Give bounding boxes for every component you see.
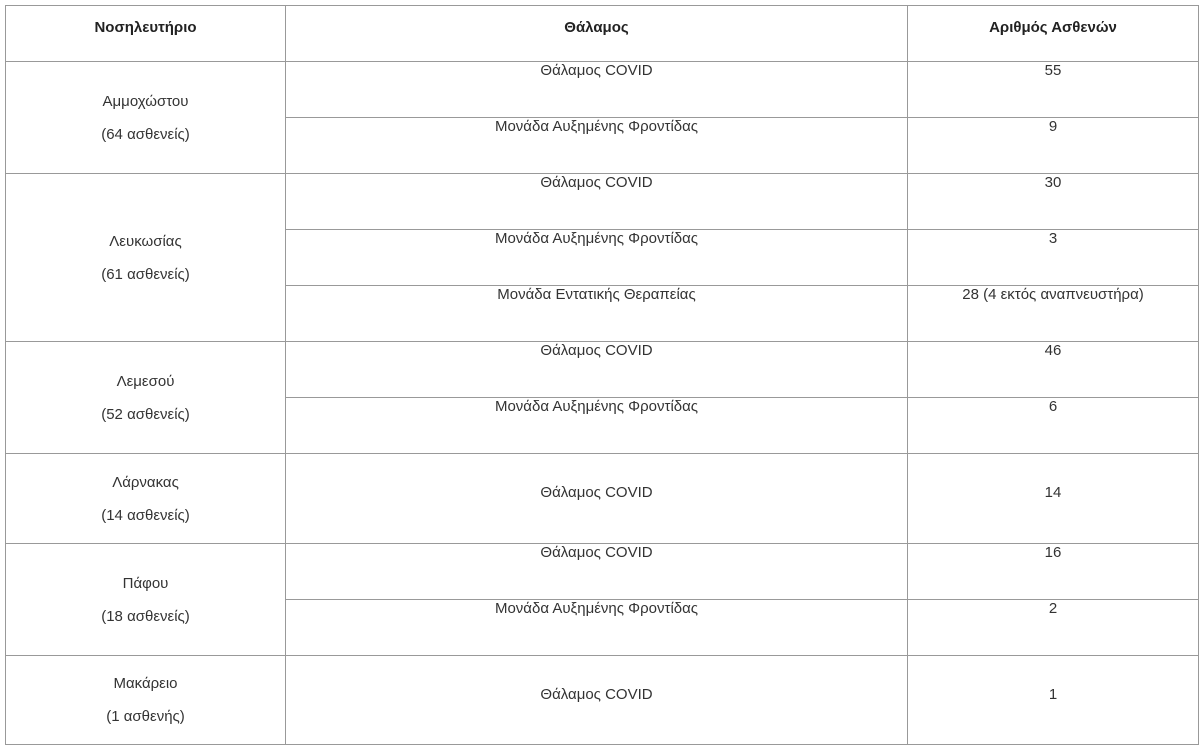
hospital-name: Λευκωσίας [109,232,182,250]
patient-count-cell: 28 (4 εκτός αναπνευστήρα) [908,286,1199,342]
hospital-total: (1 ασθενής) [106,708,185,725]
hospital-cell [6,62,286,174]
hospital-name: Μακάρειο [113,675,178,692]
ward-cell: Θάλαμος COVID [286,656,908,745]
hospital-total: (18 ασθενείς) [101,607,190,625]
hospital-total: (64 ασθενείς) [101,125,190,143]
table-row [6,656,1199,745]
hospital-patients-table [5,5,1199,745]
ward-cell: Μονάδα Αυξημένης Φροντίδας [286,398,908,454]
table-row [6,62,1199,118]
patient-count-cell: 9 [908,118,1199,174]
table-row [6,454,1199,544]
hospital-cell [6,656,286,745]
header-patients: Αριθμός Ασθενών [908,6,1199,62]
patient-count-cell: 14 [908,454,1199,544]
patient-count-cell: 46 [908,342,1199,398]
hospital-cell [6,454,286,544]
patient-count-cell: 55 [908,62,1199,118]
table-row [6,544,1199,600]
patient-count-cell: 2 [908,600,1199,656]
hospital-total: (52 ασθενείς) [101,405,190,423]
header-ward: Θάλαμος [286,6,908,62]
hospital-name: Αμμοχώστου [102,92,189,110]
ward-cell: Μονάδα Εντατικής Θεραπείας [286,286,908,342]
patient-count-cell: 3 [908,230,1199,286]
hospital-total: (61 ασθενείς) [101,265,190,283]
patient-count-cell: 1 [908,656,1199,745]
ward-cell: Θάλαμος COVID [286,342,908,398]
table-row [6,174,1199,230]
hospital-total: (14 ασθενείς) [101,506,190,524]
hospital-cell [6,342,286,454]
hospital-name: Λεμεσού [116,372,175,390]
hospital-name: Πάφου [122,574,169,592]
ward-cell: Θάλαμος COVID [286,544,908,600]
patient-count-cell: 30 [908,174,1199,230]
patient-count-cell: 16 [908,544,1199,600]
ward-cell: Θάλαμος COVID [286,454,908,544]
ward-cell: Θάλαμος COVID [286,174,908,230]
ward-cell: Μονάδα Αυξημένης Φροντίδας [286,600,908,656]
patient-count-cell: 6 [908,398,1199,454]
ward-cell: Μονάδα Αυξημένης Φροντίδας [286,230,908,286]
table-header-row [6,6,1199,62]
ward-cell: Θάλαμος COVID [286,62,908,118]
ward-cell: Μονάδα Αυξημένης Φροντίδας [286,118,908,174]
hospital-cell [6,544,286,656]
header-hospital: Νοσηλευτήριο [6,6,286,62]
table-row [6,342,1199,398]
hospital-name: Λάρνακας [112,473,179,491]
hospital-cell [6,174,286,342]
